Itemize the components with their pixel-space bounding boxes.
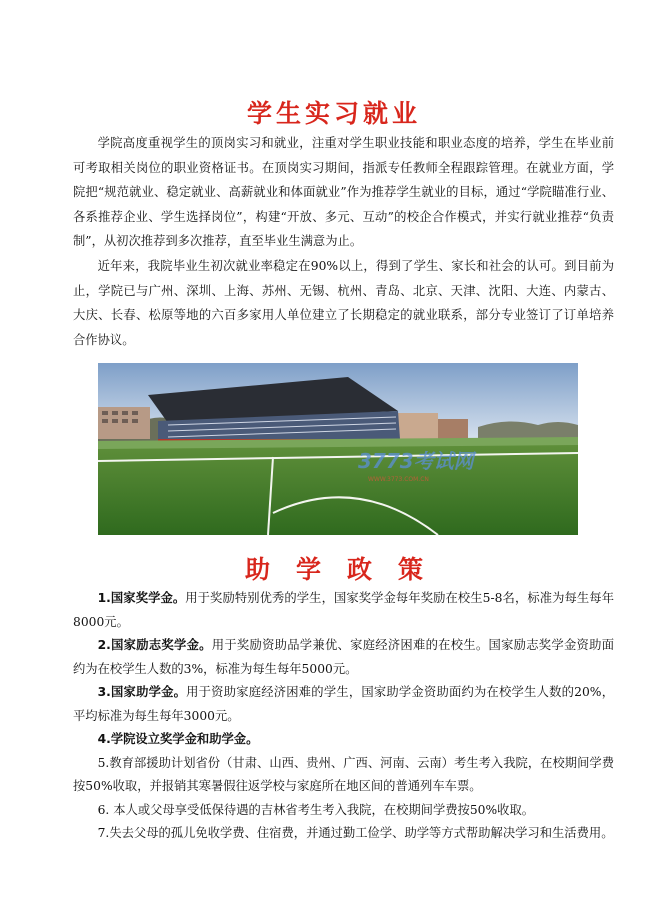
aid-policy-item: 6. 本人或父母享受低保待遇的吉林省考生考入我院，在校期间学费按50%收取。 [97,802,535,817]
watermark-url: WWW.3773.COM.CN [368,476,429,483]
section-title-employment: 学生实习就业 [246,99,421,128]
aid-policy-item: 4.学院设立奖学金和助学金。 [97,732,259,746]
stadium-photo [98,363,578,535]
aid-policy-item: 2.国家励志奖学金。用于奖励资助品学兼优、家庭经济困难的在校生。国家励志奖学金资助面约为在校学生人数的3%，标准为每生每年5000元。 [73,638,614,676]
paragraph-internship: 学院高度重视学生的顶岗实习和就业，注重对学生职业技能和职业态度的培养，学生在毕业前可考取相关岗位的职业资格证书。在顶岗实习期间，指派专任教师全程跟踪管理。在就业方面，学院把“规范就业、稳定就业、高薪就业和体面就业”作为推荐学生就业的目标，通过“学院瞄准行业、各系推荐企业、学生选择岗位”，构建“开放、多元、互动”的校企合作模式，并实行就业推荐“负责制”，从初次推荐到多次推荐，直至毕业生满意为止。 [73,136,614,248]
aid-policy-list [73,587,614,846]
aid-policy-item: 3.国家助学金。用于资助家庭经济困难的学生，国家助学金资助面约为在校学生人数的20%，平均标准为每生每年3000元。 [73,685,614,723]
watermark-logo: 3773考试网 [358,449,474,473]
section-title-financial-aid: 助学政策 [244,555,449,584]
aid-policy-item: 1.国家奖学金。用于奖励特别优秀的学生，国家奖学金每年奖励在校生5-8名，标准为每生每年8000元。 [73,591,614,629]
aid-policy-item: 5.教育部援助计划省份（甘肃、山西、贵州、广西、河南、云南）考生考入我院，在校期间学费按50%收取，并报销其寒暑假往返学校与家庭所在地区间的普通列车车票。 [73,755,614,793]
aid-policy-item: 7.失去父母的孤儿免收学费、住宿费，并通过勤工俭学、助学等方式帮助解决学习和生活费用。 [97,826,614,840]
paragraph-employment-rate: 近年来，我院毕业生初次就业率稳定在90%以上，得到了学生、家长和社会的认可。到目前为止，学院已与广州、深圳、上海、苏州、无锡、杭州、青岛、北京、天津、沈阳、大连、内蒙古、大庆、长春、松原等地的六百多家用人单位建立了长期稳定的就业联系，部分专业签订了订单培养合作协议。 [73,259,614,347]
